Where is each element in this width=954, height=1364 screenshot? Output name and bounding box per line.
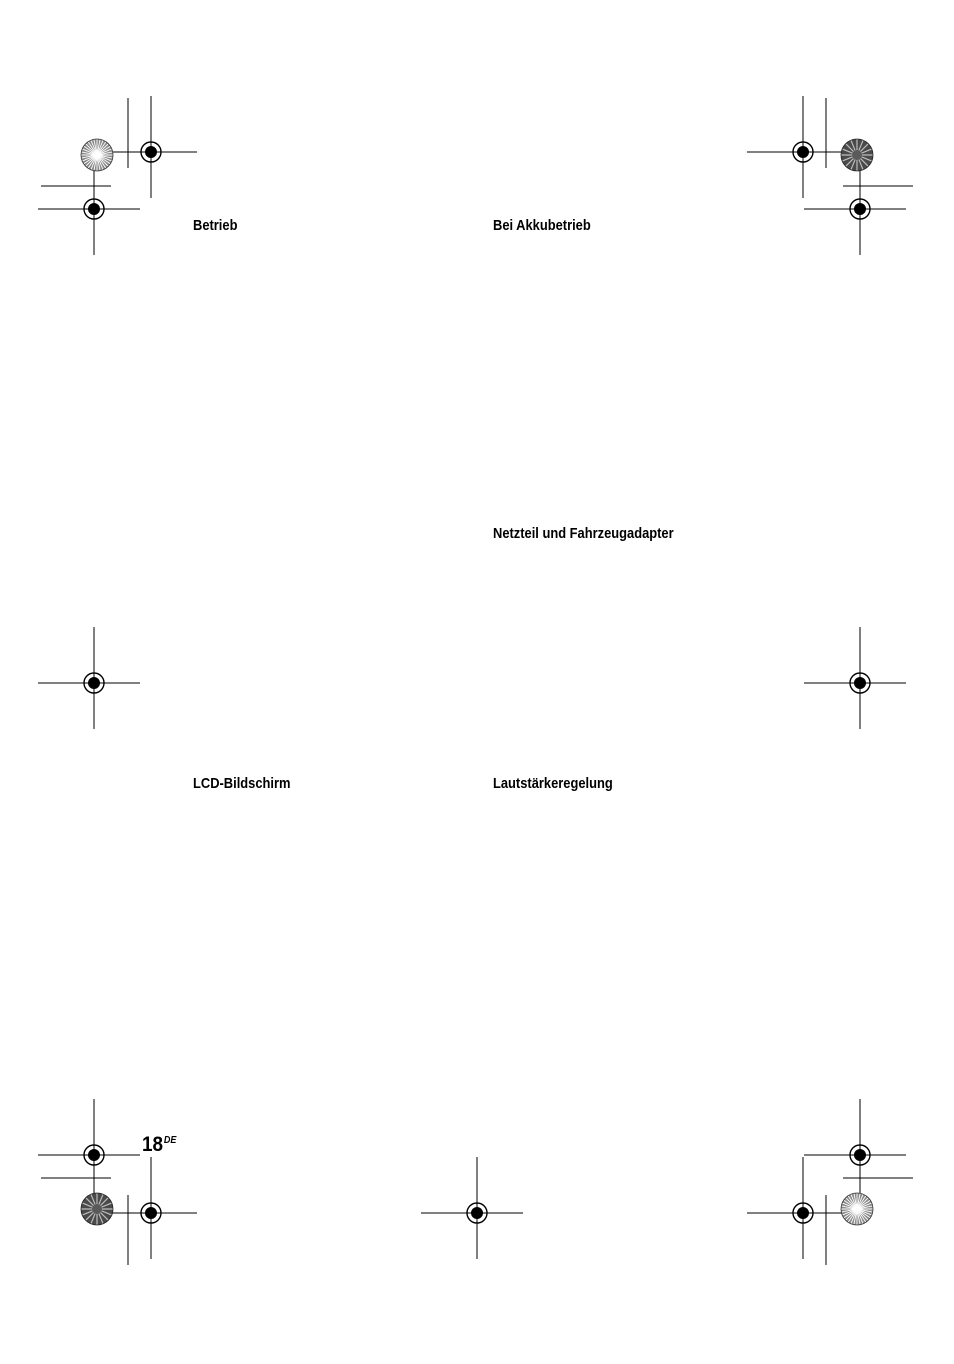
heading-lcd-bildschirm: LCD-Bildschirm [193,775,291,792]
heading-bei-akkubetrieb: Bei Akkubetrieb [493,217,591,234]
heading-betrieb: Betrieb [193,217,238,234]
page-number-value: 18 [142,1133,164,1156]
heading-netzteil-fahrzeugadapter: Netzteil und Fahrzeugadapter [493,525,674,542]
page-language-code: DE [163,1135,177,1146]
heading-lautstaerkeregelung: Lautstärkeregelung [493,775,613,792]
page-number [142,1133,176,1157]
